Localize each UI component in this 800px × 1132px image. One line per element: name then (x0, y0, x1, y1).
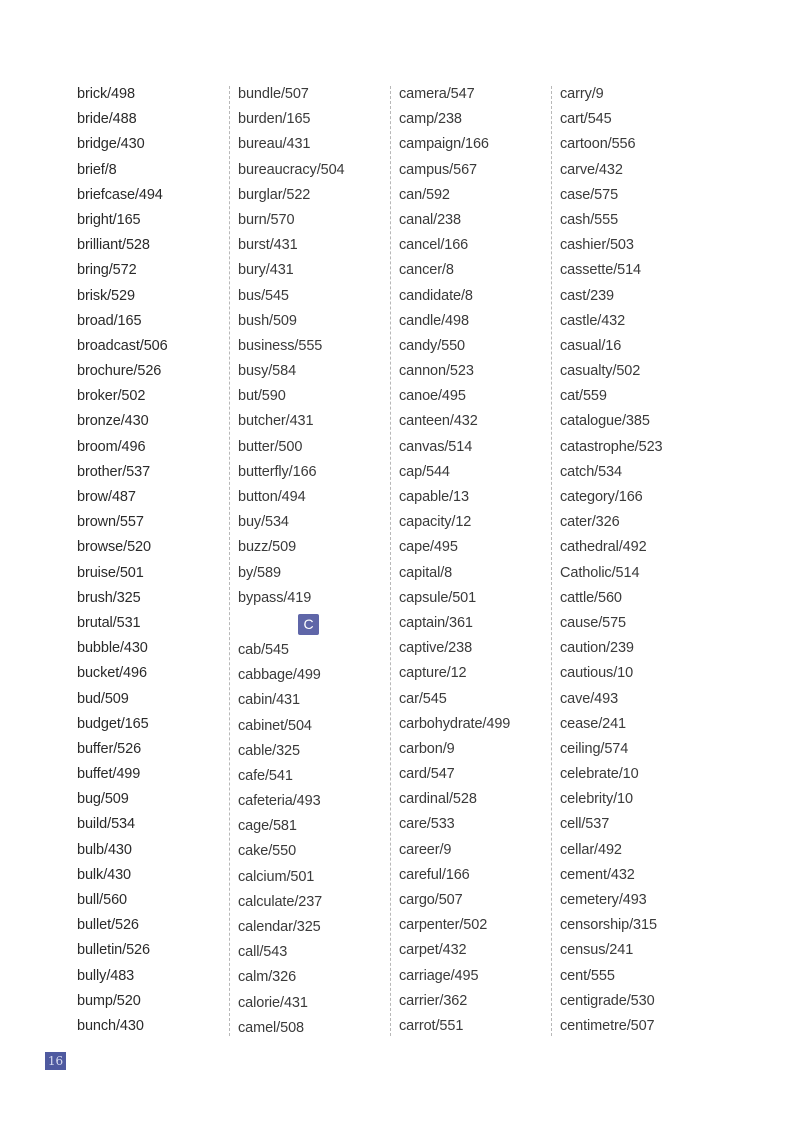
index-entry: butter/500 (238, 438, 303, 455)
index-entry: Catholic/514 (560, 564, 640, 581)
index-entry: bright/165 (77, 211, 141, 228)
index-entry: cemetery/493 (560, 892, 647, 908)
index-entry: bully/483 (77, 967, 135, 984)
index-entry: category/166 (560, 489, 643, 505)
index-entry: brutal/531 (77, 614, 141, 631)
index-column-4 (560, 82, 718, 1039)
index-entry: bridge/430 (77, 136, 145, 153)
index-entry: casual/16 (560, 337, 622, 354)
index-entry: cement/432 (560, 866, 635, 883)
index-entry: censorship/315 (560, 917, 657, 934)
index-entry: cape/495 (399, 539, 458, 556)
index-entry: bypass/419 (238, 589, 312, 606)
index-entry: cancer/8 (399, 262, 454, 279)
index-entry: burglar/522 (238, 186, 311, 203)
index-entry: cellar/492 (560, 841, 622, 858)
index-entry: cave/493 (560, 690, 619, 707)
page-number: 16 (45, 1052, 66, 1070)
index-entry: cardinal/528 (399, 791, 477, 808)
index-entry: candidate/8 (399, 287, 473, 304)
index-entry: cannon/523 (399, 363, 474, 380)
index-entry: carry/9 (560, 86, 604, 102)
index-entry: bring/572 (77, 262, 137, 279)
index-entry: capital/8 (399, 564, 453, 581)
index-entry: cautious/10 (560, 665, 634, 682)
index-entry: carve/432 (560, 161, 623, 178)
index-entry: cart/545 (560, 111, 612, 128)
index-entry: cent/555 (560, 967, 615, 984)
index-entry: but/590 (238, 388, 286, 405)
index-entry: bruise/501 (77, 564, 144, 581)
index-entry: candy/550 (399, 337, 466, 354)
index-entry: broker/502 (77, 388, 146, 405)
index-entry: bulb/430 (77, 841, 132, 858)
index-entry: busy/584 (238, 363, 297, 380)
index-entry: cathedral/492 (560, 539, 647, 556)
index-entry: cater/326 (560, 514, 620, 531)
section-header (238, 611, 396, 638)
index-entry: capable/13 (399, 489, 469, 505)
index-entry: captain/361 (399, 614, 473, 631)
index-entry: car/545 (399, 690, 447, 707)
index-entry: cable/325 (238, 742, 300, 759)
index-entry: centigrade/530 (560, 992, 655, 1009)
index-entry: can/592 (399, 186, 450, 203)
index-entry: cease/241 (560, 715, 627, 732)
index-entry: bull/560 (77, 892, 127, 908)
index-column-1 (77, 82, 235, 1039)
index-entry: camp/238 (399, 111, 462, 128)
index-entry: brief/8 (77, 161, 117, 178)
index-entry: carrot/551 (399, 1017, 464, 1034)
index-entry: buffet/499 (77, 766, 141, 783)
index-entry: button/494 (238, 489, 306, 505)
index-entry: buffer/526 (77, 740, 142, 757)
index-entry: care/533 (399, 816, 455, 833)
index-entry: capacity/12 (399, 514, 472, 531)
index-entry: burn/570 (238, 211, 295, 228)
index-entry: capsule/501 (399, 589, 477, 606)
index-entry: brochure/526 (77, 363, 162, 380)
index-entry: briefcase/494 (77, 186, 163, 203)
index-entry: bus/545 (238, 287, 289, 304)
index-entry: cafe/541 (238, 767, 293, 784)
index-entry: castle/432 (560, 312, 626, 329)
index-entry: careful/166 (399, 866, 470, 883)
index-entry: cartoon/556 (560, 136, 636, 153)
index-entry: campus/567 (399, 161, 477, 178)
index-entry: campaign/166 (399, 136, 489, 153)
index-entry: catastrophe/523 (560, 438, 663, 455)
index-entry: broadcast/506 (77, 337, 168, 354)
entries-before-section (238, 82, 396, 611)
index-entry: brick/498 (77, 86, 135, 102)
index-entry: carpenter/502 (399, 917, 488, 934)
index-entry: camel/508 (238, 1019, 304, 1036)
index-entry: carrier/362 (399, 992, 468, 1009)
index-column-3 (399, 82, 557, 1039)
index-entry: call/543 (238, 944, 288, 961)
index-entry: buy/534 (238, 514, 289, 531)
index-entry: celebrate/10 (560, 766, 639, 783)
index-entry: buzz/509 (238, 539, 297, 556)
index-entry: brush/325 (77, 589, 141, 606)
index-entry: career/9 (399, 841, 452, 858)
index-entry: cabinet/504 (238, 717, 312, 734)
index-entry: build/534 (77, 816, 135, 833)
index-entry: cat/559 (560, 388, 607, 405)
index-entry: census/241 (560, 942, 634, 959)
index-entry: bulletin/526 (77, 942, 150, 959)
section-letter-badge: C (298, 614, 319, 635)
index-entry: catalogue/385 (560, 413, 650, 430)
index-entry: caution/239 (560, 640, 634, 657)
index-entry: burst/431 (238, 237, 298, 254)
index-entry: cafeteria/493 (238, 793, 321, 810)
index-column-2 (238, 82, 396, 1041)
index-entry: brisk/529 (77, 287, 135, 304)
index-entry: burden/165 (238, 111, 311, 128)
index-entry: cake/550 (238, 843, 297, 860)
index-entry: captive/238 (399, 640, 473, 657)
index-entry: calcium/501 (238, 868, 315, 885)
index-entry: cancel/166 (399, 237, 469, 254)
index-entry: brow/487 (77, 489, 136, 505)
index-entry: ceiling/574 (560, 740, 629, 757)
index-entry: bride/488 (77, 111, 137, 128)
index-entry: business/555 (238, 337, 323, 354)
index-entry: bullet/526 (77, 917, 139, 934)
index-entry: bundle/507 (238, 86, 309, 102)
index-entry: bump/520 (77, 992, 141, 1009)
index-entry: calm/326 (238, 969, 297, 986)
index-entry: canoe/495 (399, 388, 466, 405)
index-entry: bucket/496 (77, 665, 147, 682)
index-entry: cap/544 (399, 463, 450, 480)
index-entry: case/575 (560, 186, 619, 203)
index-entry: calendar/325 (238, 919, 321, 935)
index-entry: canal/238 (399, 211, 461, 228)
index-entry: cell/537 (560, 816, 610, 833)
index-entry: casualty/502 (560, 363, 641, 380)
index-entry: butcher/431 (238, 413, 314, 430)
index-entry: carbon/9 (399, 740, 455, 757)
index-entry: cattle/560 (560, 589, 622, 606)
index-entry: bunch/430 (77, 1017, 144, 1034)
index-entry: bureau/431 (238, 136, 311, 153)
index-entry: card/547 (399, 766, 455, 783)
index-entry: broom/496 (77, 438, 146, 455)
index-entry: cage/581 (238, 818, 297, 835)
index-entry: catch/534 (560, 463, 622, 480)
index-entry: candle/498 (399, 312, 469, 329)
index-entry: bud/509 (77, 690, 129, 707)
index-entry: calculate/237 (238, 893, 323, 910)
index-entry: cast/239 (560, 287, 615, 304)
index-entry: by/589 (238, 564, 281, 581)
index-entry: bury/431 (238, 262, 294, 279)
index-entry: calorie/431 (238, 994, 308, 1011)
index-entry: cashier/503 (560, 237, 634, 254)
index-entry: canvas/514 (399, 438, 473, 455)
index-entry: cash/555 (560, 211, 619, 228)
index-entry: carriage/495 (399, 967, 479, 984)
index-entry: cab/545 (238, 641, 289, 658)
index-entry: bulk/430 (77, 866, 132, 883)
index-entry: bug/509 (77, 791, 129, 808)
index-entry: cassette/514 (560, 262, 642, 279)
index-entry: celebrity/10 (560, 791, 633, 808)
index-entry: broad/165 (77, 312, 142, 329)
index-entry: capture/12 (399, 665, 467, 682)
index-entry: bubble/430 (77, 640, 148, 657)
index-entry: cargo/507 (399, 892, 463, 908)
index-entry: cabbage/499 (238, 667, 321, 684)
index-entry: carpet/432 (399, 942, 467, 959)
index-entry: canteen/432 (399, 413, 478, 430)
index-entry: bronze/430 (77, 413, 149, 430)
index-entry: brilliant/528 (77, 237, 150, 254)
index-entry: carbohydrate/499 (399, 715, 511, 732)
index-entry: browse/520 (77, 539, 151, 556)
index-entry: camera/547 (399, 86, 475, 102)
index-entry: butterfly/166 (238, 463, 317, 480)
index-entry: cabin/431 (238, 692, 300, 709)
index-entry: budget/165 (77, 715, 149, 732)
index-entry: brown/557 (77, 514, 144, 531)
index-entry: bureaucracy/504 (238, 161, 345, 178)
index-entry: bush/509 (238, 312, 297, 329)
index-entry: cause/575 (560, 614, 627, 631)
entries-after-section (238, 638, 396, 1041)
index-entry: centimetre/507 (560, 1017, 655, 1034)
index-entry: brother/537 (77, 463, 151, 480)
